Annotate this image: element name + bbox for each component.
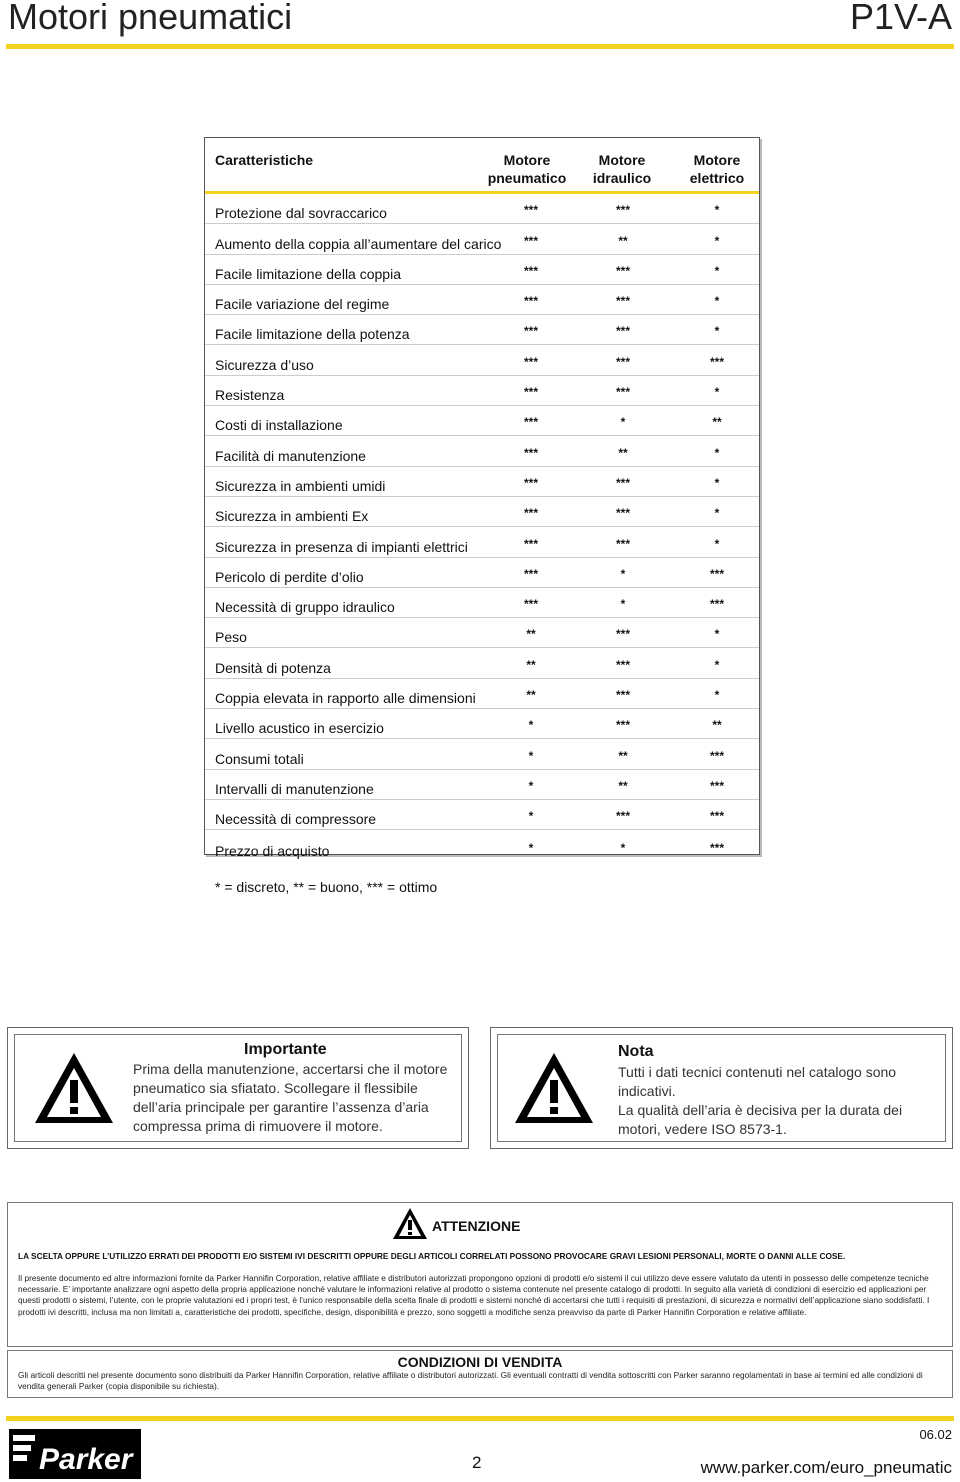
table-row: [205, 527, 759, 557]
rating-pneumatic: **: [526, 627, 536, 642]
rating-hydraulic: ***: [615, 324, 630, 339]
rating-hydraulic: **: [618, 778, 628, 793]
table-row: [205, 588, 759, 618]
rating-hydraulic: *: [620, 597, 626, 612]
row-characteristic: Necessità di gruppo idraulico: [215, 599, 395, 616]
rating-electric: *: [714, 385, 720, 400]
rating-hydraulic: *: [620, 840, 626, 855]
table-header: [205, 138, 759, 191]
row-characteristic: Facile limitazione della coppia: [215, 265, 401, 282]
table-body: [205, 194, 759, 861]
header-rule: [6, 44, 954, 49]
column-header-electric-label: Motore elettrico: [689, 152, 745, 186]
important-text: Prima della manutenzione, accertarsi che il motore pneumatico sia sfiatato. Scollegare il flessibile dell’aria principale per garantire l’assenza d’aria compressa prima di rimuovere il motore.: [133, 1061, 448, 1134]
row-characteristic: Sicurezza in ambienti Ex: [215, 508, 369, 525]
rating-pneumatic: *: [528, 748, 534, 763]
rating-pneumatic: ***: [523, 415, 538, 430]
column-header-electric: [669, 151, 765, 187]
rating-pneumatic: ***: [523, 506, 538, 521]
rating-electric: *: [714, 688, 720, 703]
rating-electric: *: [714, 324, 720, 339]
rating-electric: **: [712, 718, 722, 733]
rating-electric: *: [714, 627, 720, 642]
rating-pneumatic: *: [528, 778, 534, 793]
rating-electric: *: [714, 506, 720, 521]
rating-hydraulic: *: [620, 415, 626, 430]
parker-logo-text: Parker: [39, 1443, 133, 1476]
row-characteristic: Sicurezza d’uso: [215, 356, 314, 373]
rating-hydraulic: ***: [615, 475, 630, 490]
table-row: [205, 285, 759, 315]
row-characteristic: Densità di potenza: [215, 659, 331, 676]
rating-electric: ***: [709, 778, 724, 793]
note-line-2: La qualità dell’aria è decisiva per la durata dei motori, vedere ISO 8573-1.: [618, 1102, 903, 1137]
column-header-pneumatic-label: Motore pneumatico: [487, 152, 567, 186]
attention-box: [7, 1202, 953, 1347]
row-characteristic: Facile variazione del regime: [215, 296, 390, 313]
rating-pneumatic: ***: [523, 354, 538, 369]
note-text: [618, 1063, 938, 1139]
table-row: [205, 770, 759, 800]
rating-electric: ***: [709, 809, 724, 824]
row-characteristic: Necessità di compressore: [215, 811, 377, 828]
parker-logo: [9, 1429, 141, 1479]
rating-pneumatic: *: [528, 809, 534, 824]
rating-electric: **: [712, 415, 722, 430]
rating-hydraulic: ***: [615, 627, 630, 642]
table-row: [205, 255, 759, 285]
rating-electric: *: [714, 233, 720, 248]
table-row: [205, 406, 759, 436]
row-characteristic: Facilità di manutenzione: [215, 447, 366, 464]
document-title: Motori pneumatici: [8, 0, 293, 37]
rating-electric: ***: [709, 748, 724, 763]
page-number: 2: [472, 1453, 482, 1472]
rating-hydraulic: ***: [615, 294, 630, 309]
edition-date: 06.02: [919, 1427, 952, 1442]
row-characteristic: Protezione dal sovraccarico: [215, 205, 387, 222]
table-row: [205, 436, 759, 466]
conditions-box: [7, 1350, 953, 1398]
row-characteristic: Intervalli di manutenzione: [215, 780, 374, 797]
rating-pneumatic: ***: [523, 203, 538, 218]
rating-hydraulic: **: [618, 748, 628, 763]
row-characteristic: Costi di installazione: [215, 417, 343, 434]
rating-pneumatic: ***: [523, 475, 538, 490]
row-characteristic: Livello acustico in esercizio: [215, 720, 384, 737]
rating-legend: * = discreto, ** = buono, *** = ottimo: [215, 879, 438, 895]
rating-electric: ***: [709, 840, 724, 855]
attention-body: Il presente documento ed altre informazioni fornite da Parker Hannifin Corporation, relative affiliate e distributori autorizzati propongono opzioni di prodotti e/o sistemi il cui utilizzo deve essere valutato da utenti in possesso delle competenze tecniche necessarie. E’ importante analizzare ogni aspetto della propria applicazione nonché valutare le informazioni relative al prodotto o sistema contenute nel presente catalogo di prodotti. In seguito alla varietà di condizioni di esercizio ed applicazioni per questi prodotti o sistemi, l’utente, con le proprie valutazioni ed i propri test, è l’unico responsabile della scelta finale di prodotti e sistemi nonché di accertarsi che tutti i requisiti di prestazioni, di sicurezza e normativi dell’applicazione siano soddisfatti. I prodotti ivi descritti, inclusa ma non limitati a, caratteristiche dei prodotti, specifiche, design, disponibilità e prezzo, sono soggetti a modifiche senza preavviso da parte di Parker Hannifin Corporation e relative affiliate.: [18, 1273, 930, 1317]
rating-pneumatic: **: [526, 688, 536, 703]
table-row: [205, 315, 759, 345]
table-row: [205, 709, 759, 739]
rating-hydraulic: **: [618, 233, 628, 248]
table-row: [205, 739, 759, 769]
table-row: [205, 800, 759, 830]
rating-pneumatic: ***: [523, 324, 538, 339]
table-row: [205, 618, 759, 648]
warning-triangle-icon: [512, 1050, 596, 1126]
rating-pneumatic: *: [528, 840, 534, 855]
rating-pneumatic: ***: [523, 566, 538, 581]
warning-triangle-icon: [32, 1050, 116, 1126]
rating-hydraulic: ***: [615, 263, 630, 278]
footer-rule: [6, 1416, 954, 1421]
rating-hydraulic: ***: [615, 203, 630, 218]
row-characteristic: Sicurezza in ambienti umidi: [215, 477, 386, 494]
table-row: [205, 648, 759, 678]
rating-hydraulic: ***: [615, 506, 630, 521]
rating-pneumatic: ***: [523, 294, 538, 309]
column-header-pneumatic: [473, 151, 581, 187]
rating-hydraulic: *: [620, 566, 626, 581]
rating-hydraulic: ***: [615, 657, 630, 672]
important-title: Importante: [244, 1041, 327, 1058]
column-header-hydraulic: [577, 151, 667, 187]
row-characteristic: Sicurezza in presenza di impianti elettrici: [215, 538, 468, 555]
rating-hydraulic: ***: [615, 809, 630, 824]
rating-electric: *: [714, 657, 720, 672]
rating-pneumatic: ***: [523, 233, 538, 248]
rating-electric: *: [714, 475, 720, 490]
column-header-characteristics: Caratteristiche: [215, 152, 314, 168]
rating-electric: ***: [709, 354, 724, 369]
table-row: [205, 467, 759, 497]
note-line-1: Tutti i dati tecnici contenuti nel catalogo sono indicativi.: [618, 1064, 897, 1099]
rating-hydraulic: ***: [615, 354, 630, 369]
row-characteristic: Consumi totali: [215, 750, 304, 767]
rating-electric: *: [714, 536, 720, 551]
table-row: [205, 497, 759, 527]
conditions-body: Gli articoli descritti nel presente documento sono distribuiti da Parker Hannifin Corporation, relative affiliate o distributori autorizzati. Gli eventuali contratti di vendita sottoscritti con Parker saranno regolamentati in base ai termini ed alle condizioni di vendita generali Parker (copia disponibile su richiesta).: [18, 1370, 923, 1392]
comparison-table: [204, 137, 760, 859]
table-row: [205, 194, 759, 224]
row-characteristic: Peso: [215, 629, 247, 646]
rating-pneumatic: ***: [523, 536, 538, 551]
column-header-hydraulic-label: Motore idraulico: [592, 152, 652, 186]
row-characteristic: Coppia elevata in rapporto alle dimensioni: [215, 690, 476, 707]
table-row: [205, 830, 759, 860]
rating-electric: *: [714, 263, 720, 278]
rating-hydraulic: ***: [615, 688, 630, 703]
row-characteristic: Facile limitazione della potenza: [215, 326, 410, 343]
row-characteristic: Aumento della coppia all’aumentare del carico: [215, 235, 502, 252]
table-row: [205, 345, 759, 375]
rating-hydraulic: ***: [615, 536, 630, 551]
note-box: [490, 1027, 953, 1149]
footer-url: www.parker.com/euro_pneumatic: [700, 1458, 952, 1477]
product-code: P1V-A: [849, 0, 952, 37]
table-row: [205, 558, 759, 588]
rating-pneumatic: **: [526, 657, 536, 672]
table-row: [205, 376, 759, 406]
rating-hydraulic: ***: [615, 385, 630, 400]
rating-pneumatic: ***: [523, 263, 538, 278]
rating-pneumatic: ***: [523, 597, 538, 612]
attention-warning-caps: LA SCELTA OPPURE L’UTILIZZO ERRATI DEI PRODOTTI E/O SISTEMI IVI DESCRITTI OPPURE DEGLI ARTICOLI CORRELATI POSSONO PROVOCARE GRAVI LESIONI PERSONALI, MORTE O DANNI ALLE COSE.: [18, 1251, 846, 1261]
attention-title: ATTENZIONE: [432, 1218, 521, 1234]
rating-electric: *: [714, 294, 720, 309]
conditions-title: CONDIZIONI DI VENDITA: [397, 1354, 563, 1370]
rating-pneumatic: *: [528, 718, 534, 733]
table-row: [205, 224, 759, 254]
rating-electric: *: [714, 203, 720, 218]
rating-electric: ***: [709, 597, 724, 612]
row-characteristic: Pericolo di perdite d’olio: [215, 568, 364, 585]
rating-electric: ***: [709, 566, 724, 581]
row-characteristic: Prezzo di acquisto: [215, 842, 330, 859]
row-characteristic: Resistenza: [215, 387, 285, 404]
note-title: Nota: [618, 1043, 654, 1060]
rating-pneumatic: ***: [523, 385, 538, 400]
table-row: [205, 679, 759, 709]
rating-electric: *: [714, 445, 720, 460]
rating-pneumatic: ***: [523, 445, 538, 460]
warning-triangle-icon: [392, 1207, 428, 1240]
rating-hydraulic: ***: [615, 718, 630, 733]
rating-hydraulic: **: [618, 445, 628, 460]
important-box: [7, 1027, 469, 1149]
